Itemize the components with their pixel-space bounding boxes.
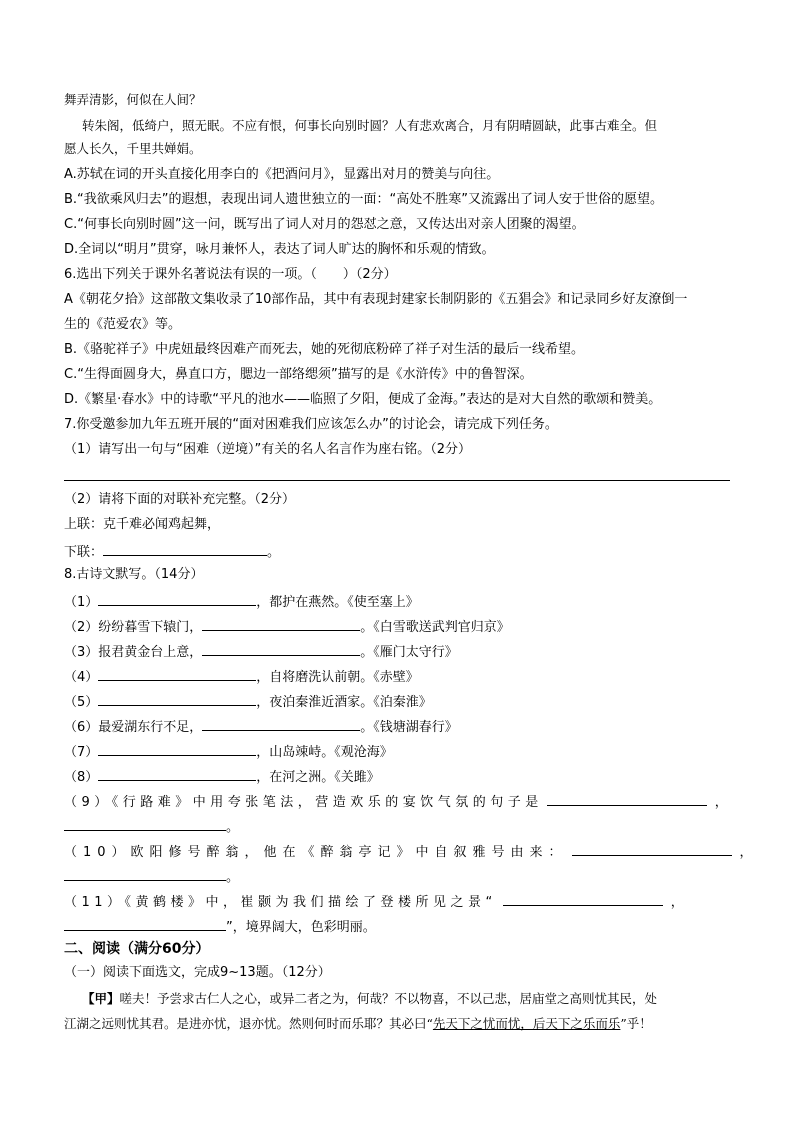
q7-answer-line[interactable] <box>64 480 730 481</box>
q8-item-3-blank[interactable] <box>202 641 360 656</box>
passage-tag: 【甲】 <box>82 991 120 1006</box>
q6-option-a-line1: A《朝花夕拾》这部散文集收录了10部作品，其中有表现封建家长制阴影的《五猖会》和记录同乡好友潦倒一 <box>64 292 688 307</box>
q6-option-b: B.《骆驼祥子》中虎妞最终因难产而死去，她的死彻底粉碎了祥子对生活的最后一线希望。 <box>64 342 585 357</box>
passage-jia-text2a: 江湖之远则忧其君。是进亦忧，退亦忧。然则何时而乐耶？其必曰“ <box>64 1016 433 1031</box>
q8-item-10-blank-1[interactable] <box>572 841 732 856</box>
q8-item-4-number: （4） <box>64 670 99 685</box>
q8-item-8-blank[interactable] <box>98 766 256 781</box>
q6-option-d: D.《繁星·春水》中的诗歌“平凡的池水——临照了夕阳，便成了金海。”表达的是对大自然的歌颂和赞美。 <box>64 392 662 407</box>
q8-item-8-text: ，在河之洲。《关雎》 <box>256 770 380 785</box>
q8-item-2-prefix: （2）纷纷暮雪下辕门， <box>64 620 203 635</box>
q8-item-5-text: ，夜泊秦淮近酒家。《泊秦淮》 <box>256 695 432 710</box>
q8-item-9-blank-1[interactable] <box>547 791 707 806</box>
q8-item-3 <box>64 641 458 662</box>
q8-item-4-blank[interactable] <box>98 666 256 681</box>
q8-item-10-comma: ， <box>739 845 753 860</box>
q8-item-9-comma: ， <box>714 795 728 810</box>
passage-jia-line1 <box>82 990 657 1008</box>
q7-task-1: （1）请写出一句与“困难（逆境）”有关的名人名言作为座右铭。（2分） <box>64 442 472 457</box>
poem-line-1: 舞弄清影，何似在人间？ <box>64 92 202 107</box>
q8-item-9-end: 。 <box>226 820 240 835</box>
couplet-upper: 上联：克千难必闻鸡起舞， <box>64 517 221 532</box>
q8-item-11-end: ”，境界阔大，色彩明丽。 <box>226 920 376 935</box>
couplet-lower <box>64 541 280 562</box>
q8-item-10-blank-2[interactable] <box>64 866 226 881</box>
q8-item-3-prefix: （3）报君黄金台上意， <box>64 645 203 660</box>
couplet-lower-end: 。 <box>267 545 281 560</box>
q8-item-1-number: （1） <box>64 595 99 610</box>
q5-option-d: D.全词以“明月”贯穿，咏月兼怀人，表达了词人旷达的胸怀和乐观的情致。 <box>64 242 495 257</box>
q8-item-1-text: ，都护在燕然。《使至塞上》 <box>256 595 419 610</box>
passage-jia-text2b: ”乎！ <box>620 1016 652 1031</box>
q6-stem: 6.选出下列关于课外名著说法有误的一项。（ ）（2分） <box>64 267 397 282</box>
q8-item-6 <box>64 716 458 737</box>
q8-stem: 8.古诗文默写。（14分） <box>64 567 204 582</box>
q8-item-11-comma: ， <box>670 895 684 910</box>
poem-line-2: 转朱阁，低绮户，照无眠。不应有恨，何事长向别时圆？人有悲欢离合，月有阴晴圆缺，此事古难全。但 <box>82 118 658 133</box>
q8-item-7-blank[interactable] <box>98 741 256 756</box>
q8-item-10-text: （10）欧阳修号醉翁，他在《醉翁亭记》中自叙雅号由来： <box>64 845 568 860</box>
q6-option-a-line2: 生的《范爱农》等。 <box>64 317 182 332</box>
q8-item-11-blank-1[interactable] <box>503 891 663 906</box>
q8-item-8-number: （8） <box>64 770 99 785</box>
q7-task-2: （2）请将下面的对联补充完整。（2分） <box>64 492 296 507</box>
q8-item-5-blank[interactable] <box>98 691 256 706</box>
q8-item-4-text: ，自将磨洗认前朝。《赤壁》 <box>256 670 419 685</box>
q7-stem: 7.你受邀参加九年五班开展的“面对困难我们应该怎么办”的讨论会，请完成下列任务。 <box>64 417 558 432</box>
passage-jia-line2 <box>64 1015 652 1033</box>
q8-item-1-blank[interactable] <box>98 591 256 606</box>
q8-item-11-text: （11）《黄鹤楼》中，崔颢为我们描绘了登楼所见之景“ <box>64 895 497 910</box>
q8-item-11 <box>64 891 684 912</box>
q8-item-7-text: ，山岛竦峙。《观沧海》 <box>256 745 393 760</box>
q8-item-4 <box>64 666 419 687</box>
q8-item-7 <box>64 741 393 762</box>
q8-item-6-text: 。《钱塘湖春行》 <box>360 720 458 735</box>
passage-jia-text1: 嗟夫！予尝求古仁人之心，或异二者之为，何哉？不以物喜，不以己悲，居庙堂之高则忧其民，处 <box>119 991 658 1006</box>
q5-option-c: C.“何事长向别时圆”这一问，既写出了词人对月的怨怼之意，又传达出对亲人团聚的渴望。 <box>64 217 585 232</box>
q8-item-6-blank[interactable] <box>202 716 360 731</box>
q8-item-1 <box>64 591 419 612</box>
q8-item-10-end: 。 <box>226 870 240 885</box>
q8-item-2 <box>64 616 510 637</box>
section-2-subtitle: （一）阅读下面选文，完成9~13题。（12分） <box>64 965 331 980</box>
q8-item-10 <box>64 841 753 862</box>
q8-item-8 <box>64 766 380 787</box>
q8-item-11-cont <box>64 916 376 937</box>
q8-item-9-cont <box>64 816 239 837</box>
q8-item-3-text: 。《雁门太守行》 <box>360 645 458 660</box>
q8-item-6-prefix: （6）最爱湖东行不足， <box>64 720 203 735</box>
q8-item-5-number: （5） <box>64 695 99 710</box>
q6-option-c: C.“生得面圆身大，鼻直口方，腮边一部络缌须”描写的是《水浒传》中的鲁智深。 <box>64 367 533 382</box>
q8-item-2-blank[interactable] <box>202 616 360 631</box>
q5-option-a: A.苏轼在词的开头直接化用李白的《把酒问月》，显露出对月的赞美与向往。 <box>64 167 500 182</box>
poem-line-3: 愿人长久，千里共婵娟。 <box>64 141 202 156</box>
section-2-title: 二、阅读（满分60分） <box>64 941 210 957</box>
q5-option-b: B.“我欲乘风归去”的遐想，表现出词人遗世独立的一面：“高处不胜寒”又流露出了词人安于世俗的愿望。 <box>64 192 663 207</box>
q8-item-9-blank-2[interactable] <box>64 816 226 831</box>
passage-jia-underlined: 先天下之忧而忧，后天下之乐而乐 <box>432 1016 621 1031</box>
q8-item-11-blank-2[interactable] <box>64 916 226 931</box>
q8-item-5 <box>64 691 432 712</box>
couplet-lower-blank[interactable] <box>103 541 267 556</box>
q8-item-2-text: 。《白雪歌送武判官归京》 <box>360 620 510 635</box>
couplet-lower-label: 下联： <box>64 545 104 560</box>
q8-item-10-cont <box>64 866 239 887</box>
q8-item-9-text: （9）《行路难》中用夸张笔法，营造欢乐的宴饮气氛的句子是 <box>64 795 543 810</box>
q8-item-9 <box>64 791 728 812</box>
q8-item-7-number: （7） <box>64 745 99 760</box>
